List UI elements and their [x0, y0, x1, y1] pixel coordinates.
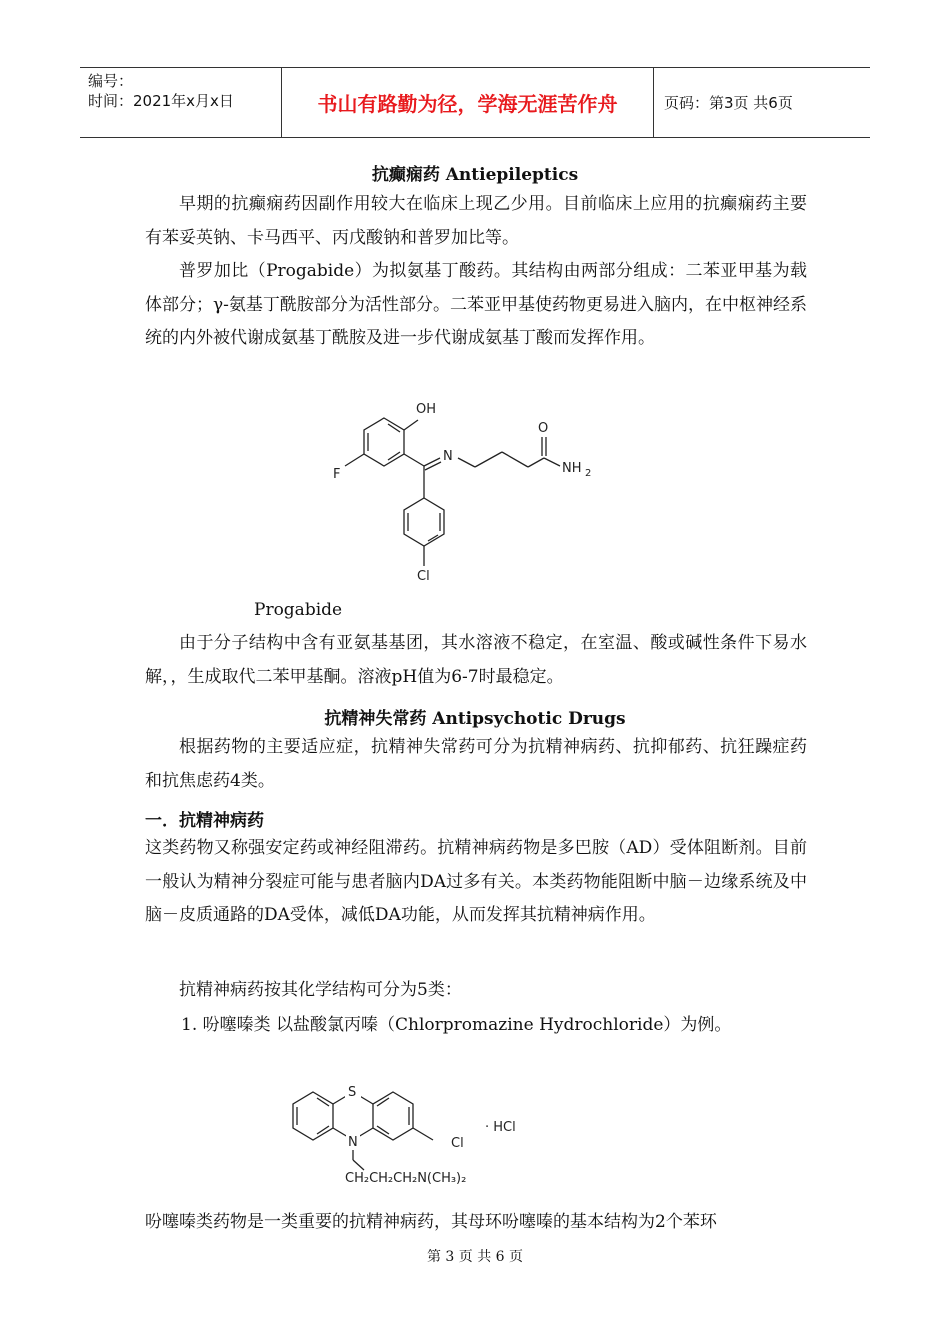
paragraph: 由于分子结构中含有亚氨基基团，其水溶液不稳定，在室温、酸或碱性条件下易水解，，生成取代二苯甲基酮。溶液pH值为6-7时最稳定。 [145, 633, 807, 687]
oh-label: OH [416, 402, 437, 417]
page-header [80, 67, 870, 138]
paragraph: 这类药物又称强安定药或神经阻滞药。抗精神病药物是多巴胺（AD）受体阻断剂。目前一般认为精神分裂症可能与患者脑内DA过多有关。本类药物能阻断中脑－边缘系统及中脑－皮质通路的DA受体，减低DA功能，从而发挥其抗精神病作用。 [145, 838, 807, 925]
hcl-label: · HCl [485, 1120, 516, 1135]
paragraph: 吩噻嗪类药物是一类重要的抗精神病药，其母环吩噻嗪的基本结构为2个苯环 [145, 1212, 717, 1232]
doc-time-label: 时间：2021年x月x日 [88, 92, 234, 110]
sub-heading: 一．抗精神病药 [145, 811, 264, 831]
doc-number-label: 编号： [88, 72, 134, 90]
section-title-antipsychotic: 抗精神失常药 Antipsychotic Drugs [324, 709, 626, 729]
structure-caption: Progabide [254, 600, 343, 620]
n-label: N [443, 449, 453, 464]
nh-label: NH [562, 461, 582, 476]
header-motto: 书山有路勤为径，学海无涯苦作舟 [282, 68, 654, 137]
paragraph: 抗精神病药按其化学结构可分为5类： [179, 980, 462, 1000]
progabide-structure [320, 396, 620, 586]
n-label: N [348, 1135, 358, 1150]
section-title-antiepileptics: 抗癫痫药 Antiepileptics [371, 165, 579, 185]
cl-label: Cl [451, 1136, 464, 1151]
subscript-label: 2 [585, 468, 592, 479]
paragraph: 普罗加比（Progabide）为拟氨基丁酸药。其结构由两部分组成：二苯亚甲基为载体部分；γ-氨基丁酰胺部分为活性部分。二苯亚甲基使药物更易进入脑内，在中枢神经系统的内外被代谢成氨基丁酰胺及进一步代谢成氨基丁酸而发挥作用。 [145, 261, 807, 348]
side-chain-label: CH₂CH₂CH₂N(CH₃)₂ [345, 1171, 467, 1186]
o-label: O [538, 421, 549, 436]
header-page-label: 页码：第3页 共6页 [664, 94, 793, 112]
chlorpromazine-structure [280, 1075, 540, 1190]
paragraph: 根据药物的主要适应症，抗精神失常药可分为抗精神病药、抗抑郁药、抗狂躁症药和抗焦虑药4类。 [145, 737, 807, 791]
paragraph: 早期的抗癫痫药因副作用较大在临床上现乙少用。目前临床上应用的抗癫痫药主要有苯妥英钠、卡马西平、丙戊酸钠和普罗加比等。 [145, 194, 807, 248]
f-label: F [333, 467, 341, 482]
cl-label: Cl [417, 569, 430, 584]
s-label: S [348, 1085, 357, 1100]
list-item: 1. 吩噻嗪类 以盐酸氯丙嗪（Chlorpromazine Hydrochloride）为例。 [181, 1015, 732, 1035]
header-info-cell [80, 68, 282, 137]
page-footer: 第 3 页 共 6 页 [426, 1249, 524, 1265]
